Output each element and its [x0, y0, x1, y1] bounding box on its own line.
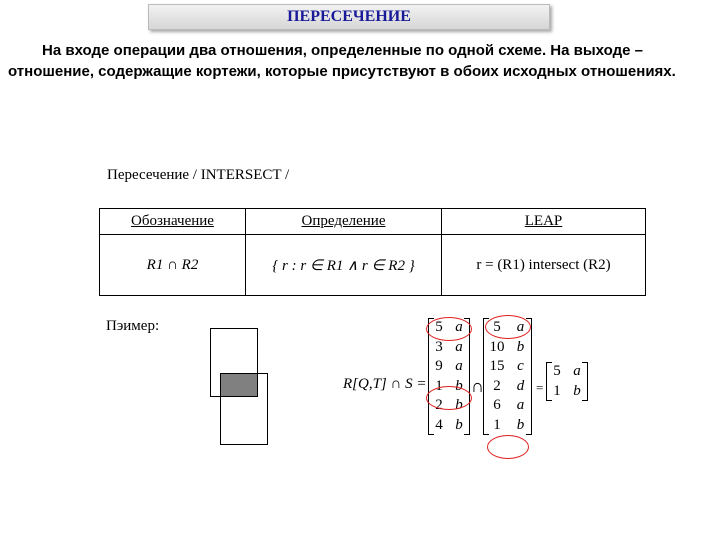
matrix-row: [484, 377, 531, 397]
matrix-cell: b: [455, 377, 463, 394]
matrix-cell: b: [573, 382, 581, 399]
matrix-cell: 1: [493, 416, 501, 433]
matrix-cell: a: [455, 319, 463, 335]
table-row: [100, 235, 646, 296]
cell-definition: { r : r ∈ R1 ∧ r ∈ R2 }: [246, 235, 442, 296]
matrix-cell: b: [455, 416, 463, 433]
matrix-row: [484, 338, 531, 358]
highlight-s-row-1: [485, 315, 531, 339]
matrix-result: [546, 362, 588, 401]
matrix-row: [547, 382, 587, 402]
matrix-cell: 1: [435, 377, 443, 394]
header-definition: Определение: [246, 209, 442, 235]
matrix-cell: b: [516, 416, 525, 433]
matrix-cell: a: [455, 338, 463, 355]
matrix-row: [429, 357, 469, 377]
section-caption: Пересечение / INTERSECT /: [107, 167, 290, 183]
intersect-operator: ∩: [471, 376, 484, 396]
highlight-r-row-4: [426, 386, 472, 410]
highlight-r-row-1: [426, 317, 472, 341]
matrix-cell: 6: [493, 397, 501, 413]
matrix-cell: 4: [435, 416, 443, 433]
matrix-cell: 2: [493, 377, 501, 394]
table-header-row: [100, 209, 646, 235]
highlight-s-row-6: [487, 435, 529, 459]
example-label: Пэимер:: [106, 318, 160, 334]
matrix-cell: 15: [489, 358, 505, 374]
matrix-cell: a: [516, 397, 525, 413]
matrix-row: [484, 396, 531, 416]
matrix-cell: 9: [435, 358, 443, 374]
matrix-cell: c: [517, 358, 524, 374]
matrix-cell: 1: [553, 382, 561, 399]
matrix-cell: 5: [493, 319, 501, 335]
intersection-expression: R[Q,T] ∩ S =: [343, 376, 427, 392]
definition-table: [99, 208, 646, 296]
matrix-cell: a: [455, 358, 463, 374]
matrix-cell: 5: [553, 363, 561, 379]
matrix-row: [484, 416, 531, 436]
equals-sign: =: [536, 380, 544, 395]
matrix-cell: b: [455, 397, 463, 413]
cell-leap: r = (R1) intersect (R2): [442, 235, 646, 296]
matrix-row: [484, 357, 531, 377]
matrix-cell: b: [516, 338, 525, 355]
matrix-cell: 10: [489, 338, 505, 355]
header-leap: LEAP: [442, 209, 646, 235]
intro-paragraph: На входе операции два отношения, определенные по одной схеме. На выходе – отношение, содержащие кортежи, которые присутствуют в обоих исходных отношениях.: [8, 42, 676, 80]
matrix-cell: a: [573, 363, 581, 379]
intersection-area: [220, 373, 258, 397]
cell-notation: R1 ∩ R2: [100, 235, 246, 296]
matrix-cell: 5: [435, 319, 443, 335]
matrix-cell: 3: [435, 338, 443, 355]
header-notation: Обозначение: [100, 209, 246, 235]
slide-title: ПЕРЕСЕЧЕНИЕ: [148, 4, 550, 30]
matrix-cell: 2: [435, 397, 443, 413]
matrix-cell: d: [516, 377, 525, 394]
matrix-cell: a: [516, 319, 525, 335]
matrix-row: [547, 362, 587, 382]
matrix-row: [429, 416, 469, 436]
